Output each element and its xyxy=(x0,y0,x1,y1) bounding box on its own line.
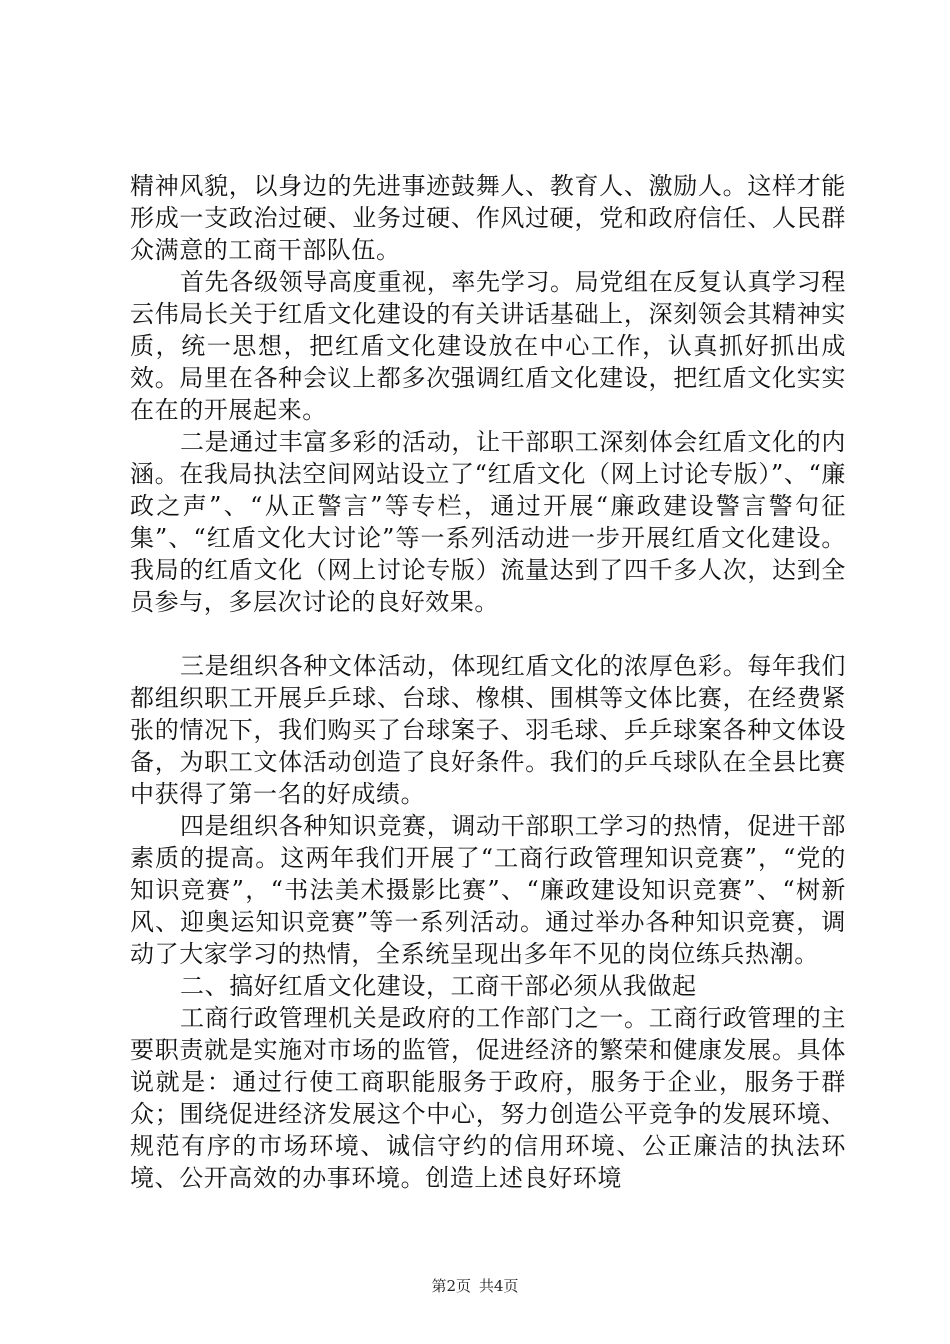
paragraph-knowledge-contests: 四是组织各种知识竞赛，调动干部职工学习的热情，促进干部素质的提高。这两年我们开展了“工商行政管理知识竞赛”，“党的知识竞赛”，“书法美术摄影比赛”、“廉政建设知识竞赛”、“树新风、迎奥运知识竞赛”等一系列活动。通过举办各种知识竞赛，调动了大家学习的热情，全系统呈现出多年不见的岗位练兵热潮。 xyxy=(130,812,846,968)
paragraph-leadership-study: 首先各级领导高度重视，率先学习。局党组在反复认真学习程云伟局长关于红盾文化建设的有关讲话基础上，深刻领会其精神实质，统一思想，把红盾文化建设放在中心工作，认真抓好抓出成效。局里在各种会议上都多次强调红盾文化建设，把红盾文化实实在在的开展起来。 xyxy=(130,268,846,424)
page-footer xyxy=(0,1276,950,1296)
paragraph-continuation: 精神风貌，以身边的先进事迹鼓舞人、教育人、激励人。这样才能形成一支政治过硬、业务过硬、作风过硬，党和政府信任、人民群众满意的工商干部队伍。 xyxy=(130,172,846,264)
paragraph-sports-activities: 三是组织各种文体活动，体现红盾文化的浓厚色彩。每年我们都组织职工开展乒乒球、台球、橡棋、围棋等文体比赛，在经费紧张的情况下，我们购买了台球案子、羽毛球、乒乒球案各种文体设备，为职工文体活动创造了良好条件。我们的乒乓球队在全县比赛中获得了第一名的好成绩。 xyxy=(130,652,846,808)
document-body xyxy=(130,170,846,1194)
paragraph-agency-duties: 工商行政管理机关是政府的工作部门之一。工商行政管理的主要职责就是实施对市场的监管，促进经济的繁荣和健康发展。具体说就是：通过行使工商职能服务于政府，服务于企业，服务于群众；围绕促进经济发展这个中心，努力创造公平竞争的发展环境、规范有序的市场环境、诚信守约的信用环境、公正廉洁的执法环境、公开高效的办事环境。创造上述良好环境 xyxy=(130,1004,846,1192)
section-heading: 二、搞好红盾文化建设，工商干部必须从我做起 xyxy=(180,972,697,1000)
paragraph-activities: 二是通过丰富多彩的活动，让干部职工深刻体会红盾文化的内涵。在我局执法空间网站设立了“红盾文化（网上讨论专版）”、“廉政之声”、“从正警言”等专栏，通过开展“廉政建设警言警句征集”、“红盾文化大讨论”等一系列活动进一步开展红盾文化建设。我局的红盾文化（网上讨论专版）流量达到了四千多人次，达到全员参与，多层次讨论的良好效果。 xyxy=(130,428,846,616)
page-number: 第2页 xyxy=(431,1277,471,1295)
page-total: 共4页 xyxy=(479,1277,519,1295)
